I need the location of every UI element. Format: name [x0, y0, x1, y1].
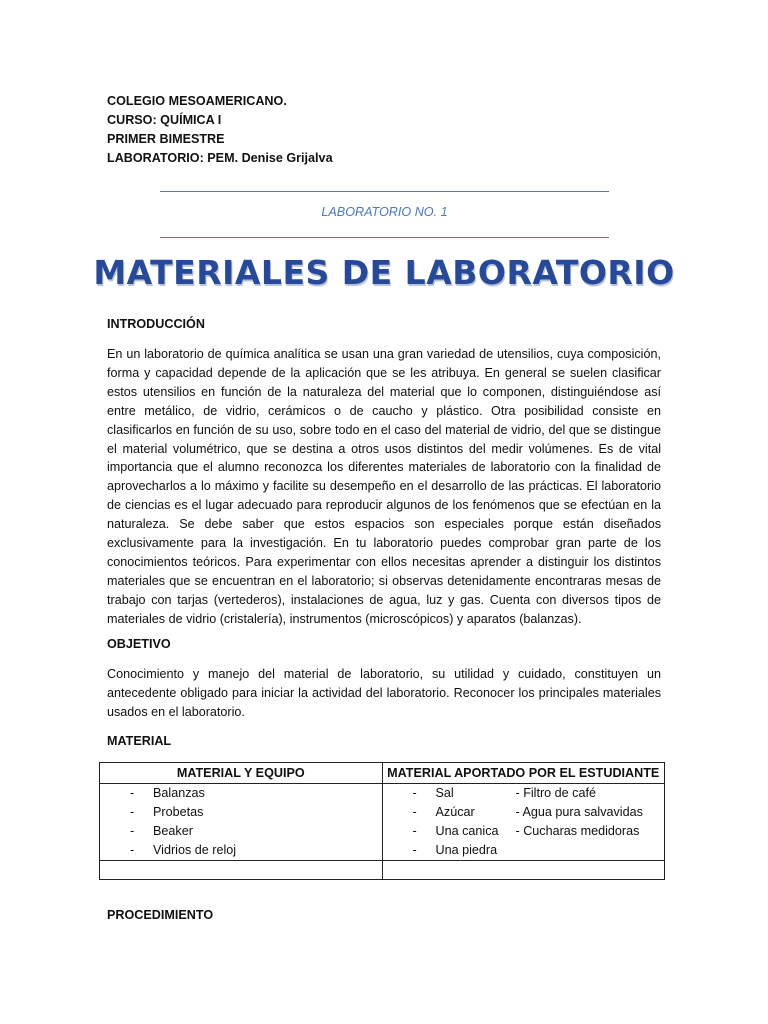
list-item: - Beaker — [130, 823, 193, 838]
lab-teacher: LABORATORIO: PEM. Denise Grijalva — [107, 151, 333, 165]
objective-paragraph: Conocimiento y manejo del material de laboratorio, su utilidad y cuidado, constituyen un antecedente obligado para iniciar la actividad del laboratorio. Reconocer los principales materiales usados en el laboratorio. — [107, 667, 661, 719]
list-item: - Vidrios de reloj — [130, 842, 237, 857]
list-item: - Sal - Filtro de café — [412, 786, 596, 800]
lab-number: LABORATORIO NO. 1 — [321, 205, 448, 219]
course-name: CURSO: QUÍMICA I — [107, 113, 222, 127]
list-item: - Azúcar - Agua pura salvavidas — [412, 804, 643, 819]
intro-paragraph: En un laboratorio de química analítica se usan una gran variedad de utensilios, cuya composición, forma y capacidad depende de la aplicación que se les atribuya. En general se suelen clasificar estos utensilios en función de la naturaleza del material que lo componen, distinguiéndose así entre metálico, de vidrio, cerámicos o de caucho y plástico. Otra posibilidad consiste en clasificarlos en función de su uso, sobre todo en el caso del material de vidrio, del que se distingue el material volumétrico, que se destina a otros usos distintos del medir volúmenes. Es de vital importancia que el alumno reconozca los diferentes materiales de laboratorio con la finalidad de aprovecharlos a lo máximo y facilite su desempeño en el desarrollo de las prácticas. El laboratorio de ciencias es el lugar adecuado para reproducir algunos de los fenómenos que se efectúan en la naturaleza. Se debe saber que estos espacios son especiales porque están diseñados exclusivamente para la investigación. En tu laboratorio puedes comprobar gran parte de los conocimientos teóricos. Para experimentar con ellos necesitas aprender a distinguir los distintos materiales que se encuentran en el laboratorio; si observas detenidamente encontraras mesas de trabajo con tarjas (vertederos), instalaciones de agua, luz y gas. Cuenta con diversos tipos de materiales de vidrio (cristalería), instrumentos (microscópicos) y aparatos (balanzas). — [107, 347, 661, 626]
school-header — [107, 92, 333, 168]
materials-cell — [100, 784, 383, 861]
list-item: - Una canica - Cucharas medidoras — [412, 823, 640, 838]
procedure-heading: PROCEDIMIENTO — [107, 908, 214, 922]
materials-col-header: MATERIAL Y EQUIPO — [100, 763, 383, 784]
student-materials-col-header: MATERIAL APORTADO POR EL ESTUDIANTE — [382, 763, 665, 784]
top-divider — [160, 191, 609, 192]
term: PRIMER BIMESTRE — [107, 132, 225, 146]
list-item: - Probetas — [130, 804, 204, 819]
page-title: MATERIALES DE LABORATORIO — [93, 253, 675, 292]
list-item: - Balanzas — [130, 786, 205, 800]
student-materials-cell — [382, 784, 665, 861]
empty-cell — [382, 861, 665, 880]
intro-heading: INTRODUCCIÓN — [107, 317, 205, 331]
material-heading: MATERIAL — [107, 734, 172, 748]
objective-heading: OBJETIVO — [107, 637, 171, 651]
list-item: - Una piedra — [412, 842, 498, 857]
bottom-divider — [160, 237, 609, 238]
materials-table — [99, 762, 665, 880]
empty-cell — [100, 861, 383, 880]
school-name: COLEGIO MESOAMERICANO. — [107, 94, 287, 108]
